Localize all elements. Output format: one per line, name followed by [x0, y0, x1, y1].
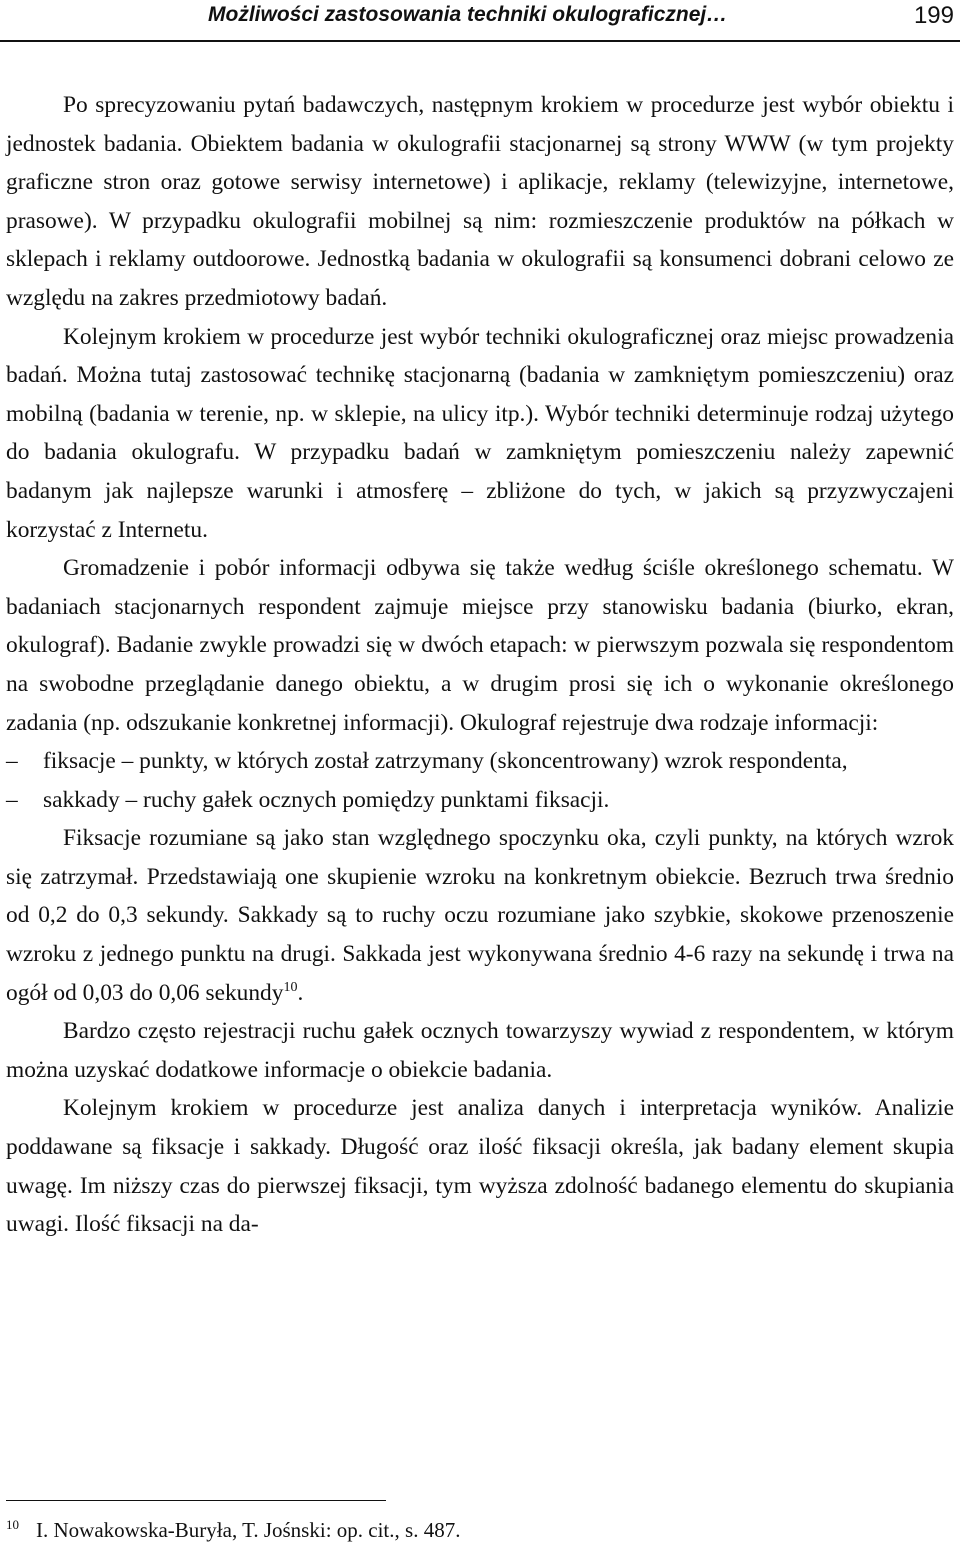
paragraph-research-object: Po sprecyzowaniu pytań badawczych, następnym krokiem w procedurze jest wybór obiektu i jednostek badania. Obiektem badania w okulografii stacjonarnej są strony WWW (w tym projekty graficzne stron oraz gotowe serwisy internetowe) i aplikacje, reklamy (telewizyjne, internetowe, prasowe). W przypadku okulografii mobilnej są nim: rozmieszczenie produktów na półkach w sklepach i reklamy outdoorowe. Jednostką badania w okulografii są konsumenci dobrani celowo ze względu na zakres przedmiotowy badań. — [6, 92, 954, 311]
list-dash: – — [6, 786, 18, 813]
list-item-text: sakkady – ruchy gałek ocznych pomiędzy punktami fiksacji. — [43, 786, 610, 813]
footnote — [6, 1517, 460, 1543]
running-head-title: Możliwości zastosowania techniki okulograficznej… — [208, 3, 728, 26]
footnote-rule — [6, 1500, 386, 1501]
dash-list — [6, 742, 954, 819]
footnote-number: 10 — [6, 1517, 19, 1532]
list-item — [6, 742, 954, 781]
list-item — [6, 781, 954, 820]
page-number: 199 — [913, 2, 954, 29]
paragraph-technique-choice: Kolejnym krokiem w procedurze jest wybór techniki okulograficznej oraz miejsc prowadzenia badań. Można tutaj zastosować technikę stacjonarną (badania w zamkniętym pomieszczeniu) oraz mobilną (badania w terenie, np. w sklepie, na ulicy itp.). Wybór techniki determinuje rodzaj użytego do badania okulografu. W przypadku badań w zamkniętym pomieszczeniu należy zapewnić badanym jak najlepsze warunki i atmosferę – zbliżone do tych, w jakich są przyzwyczajeni korzystać z Internetu. — [6, 323, 954, 543]
body-text — [6, 86, 954, 1244]
paragraph-fixations-end: . — [297, 979, 304, 1006]
list-dash: – — [6, 748, 18, 775]
running-header — [0, 0, 960, 34]
footnote-reference[interactable]: 10 — [283, 979, 298, 995]
paragraph-interview: Bardzo często rejestracji ruchu gałek ocznych towarzyszy wywiad z respondentem, w którym można uzyskać dodatkowe informacje o obiekcie badania. — [6, 1018, 954, 1083]
list-item-text: fiksacje – punkty, w których został zatrzymany (skoncentrowany) wzrok respondenta, — [43, 748, 848, 775]
paragraph-analysis: Kolejnym krokiem w procedurze jest analiza danych i interpretacja wyników. Analizie poddawane są fiksacje i sakkady. Długość oraz ilość fiksacji określa, jak badany element skupia uwagę. Im niższy czas do pierwszej fiksacji, tym wyższa zdolność badanego elementu do skupiania uwagi. Ilość fiksacji na da- — [6, 1095, 954, 1238]
footnote-text: I. Nowakowska-Buryła, T. Jośnski: op. cit., s. 487. — [36, 1518, 461, 1542]
paragraph-fixations — [6, 819, 954, 1012]
header-rule — [0, 40, 960, 42]
paragraph-data-collection: Gromadzenie i pobór informacji odbywa się także według ściśle określonego schematu. W badaniach stacjonarnych respondent zajmuje miejsce przy stanowisku badania (biurko, ekran, okulograf). Badanie zwykle prowadzi się w dwóch etapach: w pierwszym pozwala się respondentom na swobodne przeglądanie danego obiektu, a w drugim prosi się ich o wykonanie określonego zadania (np. odszukanie konkretnej informacji). Okulograf rejestruje dwa rodzaje informacji: — [6, 555, 954, 736]
paragraph-fixations-text: Fiksacje rozumiane są jako stan względnego spoczynku oka, czyli punkty, na których wzrok się zatrzymał. Przedstawiają one skupienie wzroku na konkretnym obiekcie. Bezruch trwa średnio od 0,2 do 0,3 sekundy. Sakkady są to ruchy oczu rozumiane jako szybkie, skokowe przenoszenie wzroku z jednego punktu na drugi. Sakkada jest wykonywana średnio 4-6 razy na sekundę i trwa na ogół od 0,03 do 0,06 sekundy — [6, 825, 954, 1006]
